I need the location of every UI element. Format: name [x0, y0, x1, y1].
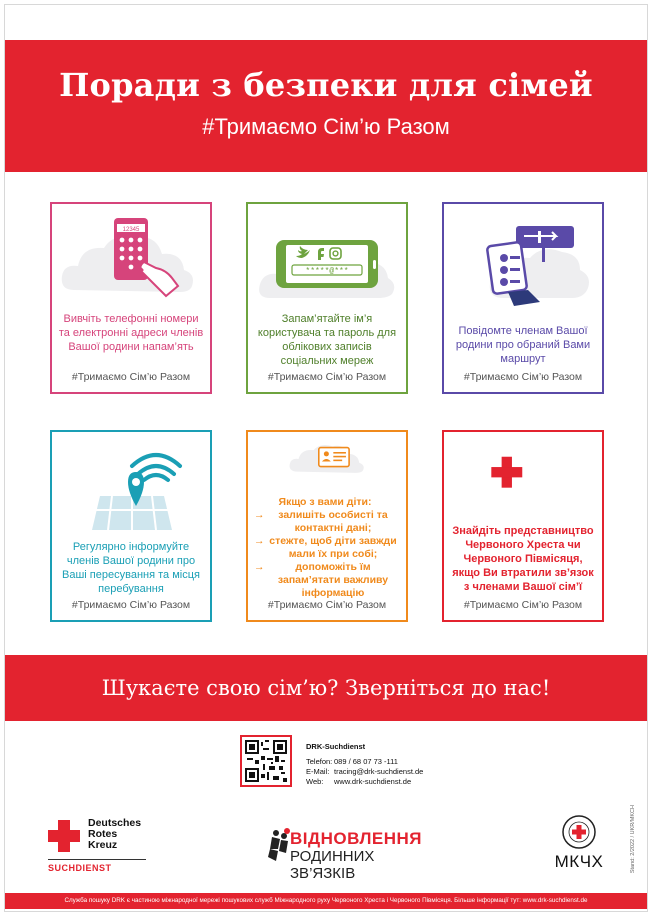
rfl-logo — [268, 825, 423, 882]
tip-card-children — [246, 430, 408, 622]
rfl-line2: РОДИННИХ ЗВ’ЯЗКІВ — [290, 848, 375, 882]
icrc-logo — [548, 815, 610, 875]
qr-code[interactable] — [240, 735, 292, 787]
email-link[interactable]: tracing@drk-suchdienst.de — [334, 767, 424, 776]
tip-text: Знайдіть представництво Червоного Хреста чи Червоного Півмісяця, якщо Ви втратили зв’язок з членами Вашої сім’ї — [452, 525, 594, 593]
footer-note: Служба пошуку DRK є частиною міжнародної мережі пошукових служб Міжнародного руху Червоного Хреста і Червоного Півмісяця. Більше інформації тут: www.drk-suchdienst.de — [5, 893, 647, 909]
map-location-icon — [52, 440, 210, 535]
login-field-text: *****@*** — [305, 267, 349, 276]
icrc-abbr: МКЧХ — [554, 852, 604, 871]
tip-text: Вивчіть телефонні номери та електронні адреси членів Вашої родини напам’ять — [58, 313, 204, 353]
tip-text: Запам’ятайте ім’я користувача та пароль для облікових записів соціальних мереж — [257, 313, 397, 367]
red-cross-crescent-icon — [444, 442, 602, 512]
family-links-icon — [268, 827, 292, 865]
tip-card-phone-numbers — [50, 202, 212, 394]
icrc-seal-icon — [562, 815, 596, 849]
social-login-icon — [248, 212, 406, 307]
tip-hashtag: #Тримаємо Сім’ю Разом — [463, 371, 583, 383]
children-intro: Якщо з вами діти: — [278, 496, 372, 508]
contact-block — [240, 735, 470, 795]
tip-text: Повідомте членам Вашої родини про обраний Вами маршрут — [455, 325, 591, 365]
email-label: E-Mail: — [306, 767, 330, 776]
tip-hashtag: #Тримаємо Сім’ю Разом — [71, 371, 191, 383]
id-card-icon — [248, 440, 406, 500]
phone-number[interactable]: 089 / 68 07 73 -111 — [334, 757, 398, 766]
tip-text: Регулярно інформуйте членів Вашої родини про Ваші пересування та місця перебування — [62, 541, 200, 595]
tip-card-route — [442, 202, 604, 394]
phone-label: Telefon: — [306, 757, 333, 766]
tip-hashtag: #Тримаємо Сім’ю Разом — [71, 599, 191, 611]
web-label: Web: — [306, 777, 324, 786]
print-stamp: Stand: 2/2022 / UKR/MKCH — [630, 805, 636, 874]
rfl-line1: ВІДНОВЛЕННЯ — [290, 829, 423, 848]
phone-digits: 12345 — [122, 227, 140, 233]
drk-logo — [48, 815, 158, 875]
drk-suchdienst: SUCHDIENST — [48, 863, 112, 873]
children-tips-list — [258, 496, 400, 600]
header-banner — [5, 40, 647, 172]
contact-us-banner: Шукаєте свою сім’ю? Зверніться до нас! — [5, 655, 647, 721]
page-subtitle: #Тримаємо Сім’ю Разом — [202, 114, 450, 139]
drk-divider — [48, 859, 146, 860]
drk-name — [88, 818, 141, 851]
tip-hashtag: #Тримаємо Сім’ю Разом — [267, 371, 387, 383]
drk-name-line: Deutsches — [88, 817, 142, 829]
tip-card-social-passwords — [246, 202, 408, 394]
tip-card-red-cross — [442, 430, 604, 622]
page-title: Поради з безпеки для сімей — [59, 66, 593, 104]
red-cross-icon — [48, 820, 80, 852]
contact-org: DRK-Suchdienst — [306, 742, 366, 751]
tip-hashtag: #Тримаємо Сім’ю Разом — [463, 599, 583, 611]
tip-hashtag: #Тримаємо Сім’ю Разом — [267, 599, 387, 611]
drk-name-line: Kreuz — [88, 839, 118, 851]
phone-keypad-icon — [52, 212, 210, 307]
web-link[interactable]: www.drk-suchdienst.de — [334, 777, 412, 786]
list-item: → залишіть особисті та контактні дані; — [258, 509, 400, 535]
qr-code-icon — [245, 740, 287, 782]
route-sign-phone-icon — [444, 212, 602, 307]
drk-name-line: Rotes — [88, 828, 118, 840]
list-item: → допоможіть їм запам’ятати важливу інформацію — [258, 561, 400, 600]
list-item: → стежте, щоб діти завжди мали їх при собі; — [258, 535, 400, 561]
tip-card-whereabouts — [50, 430, 212, 622]
contact-info — [306, 742, 423, 787]
